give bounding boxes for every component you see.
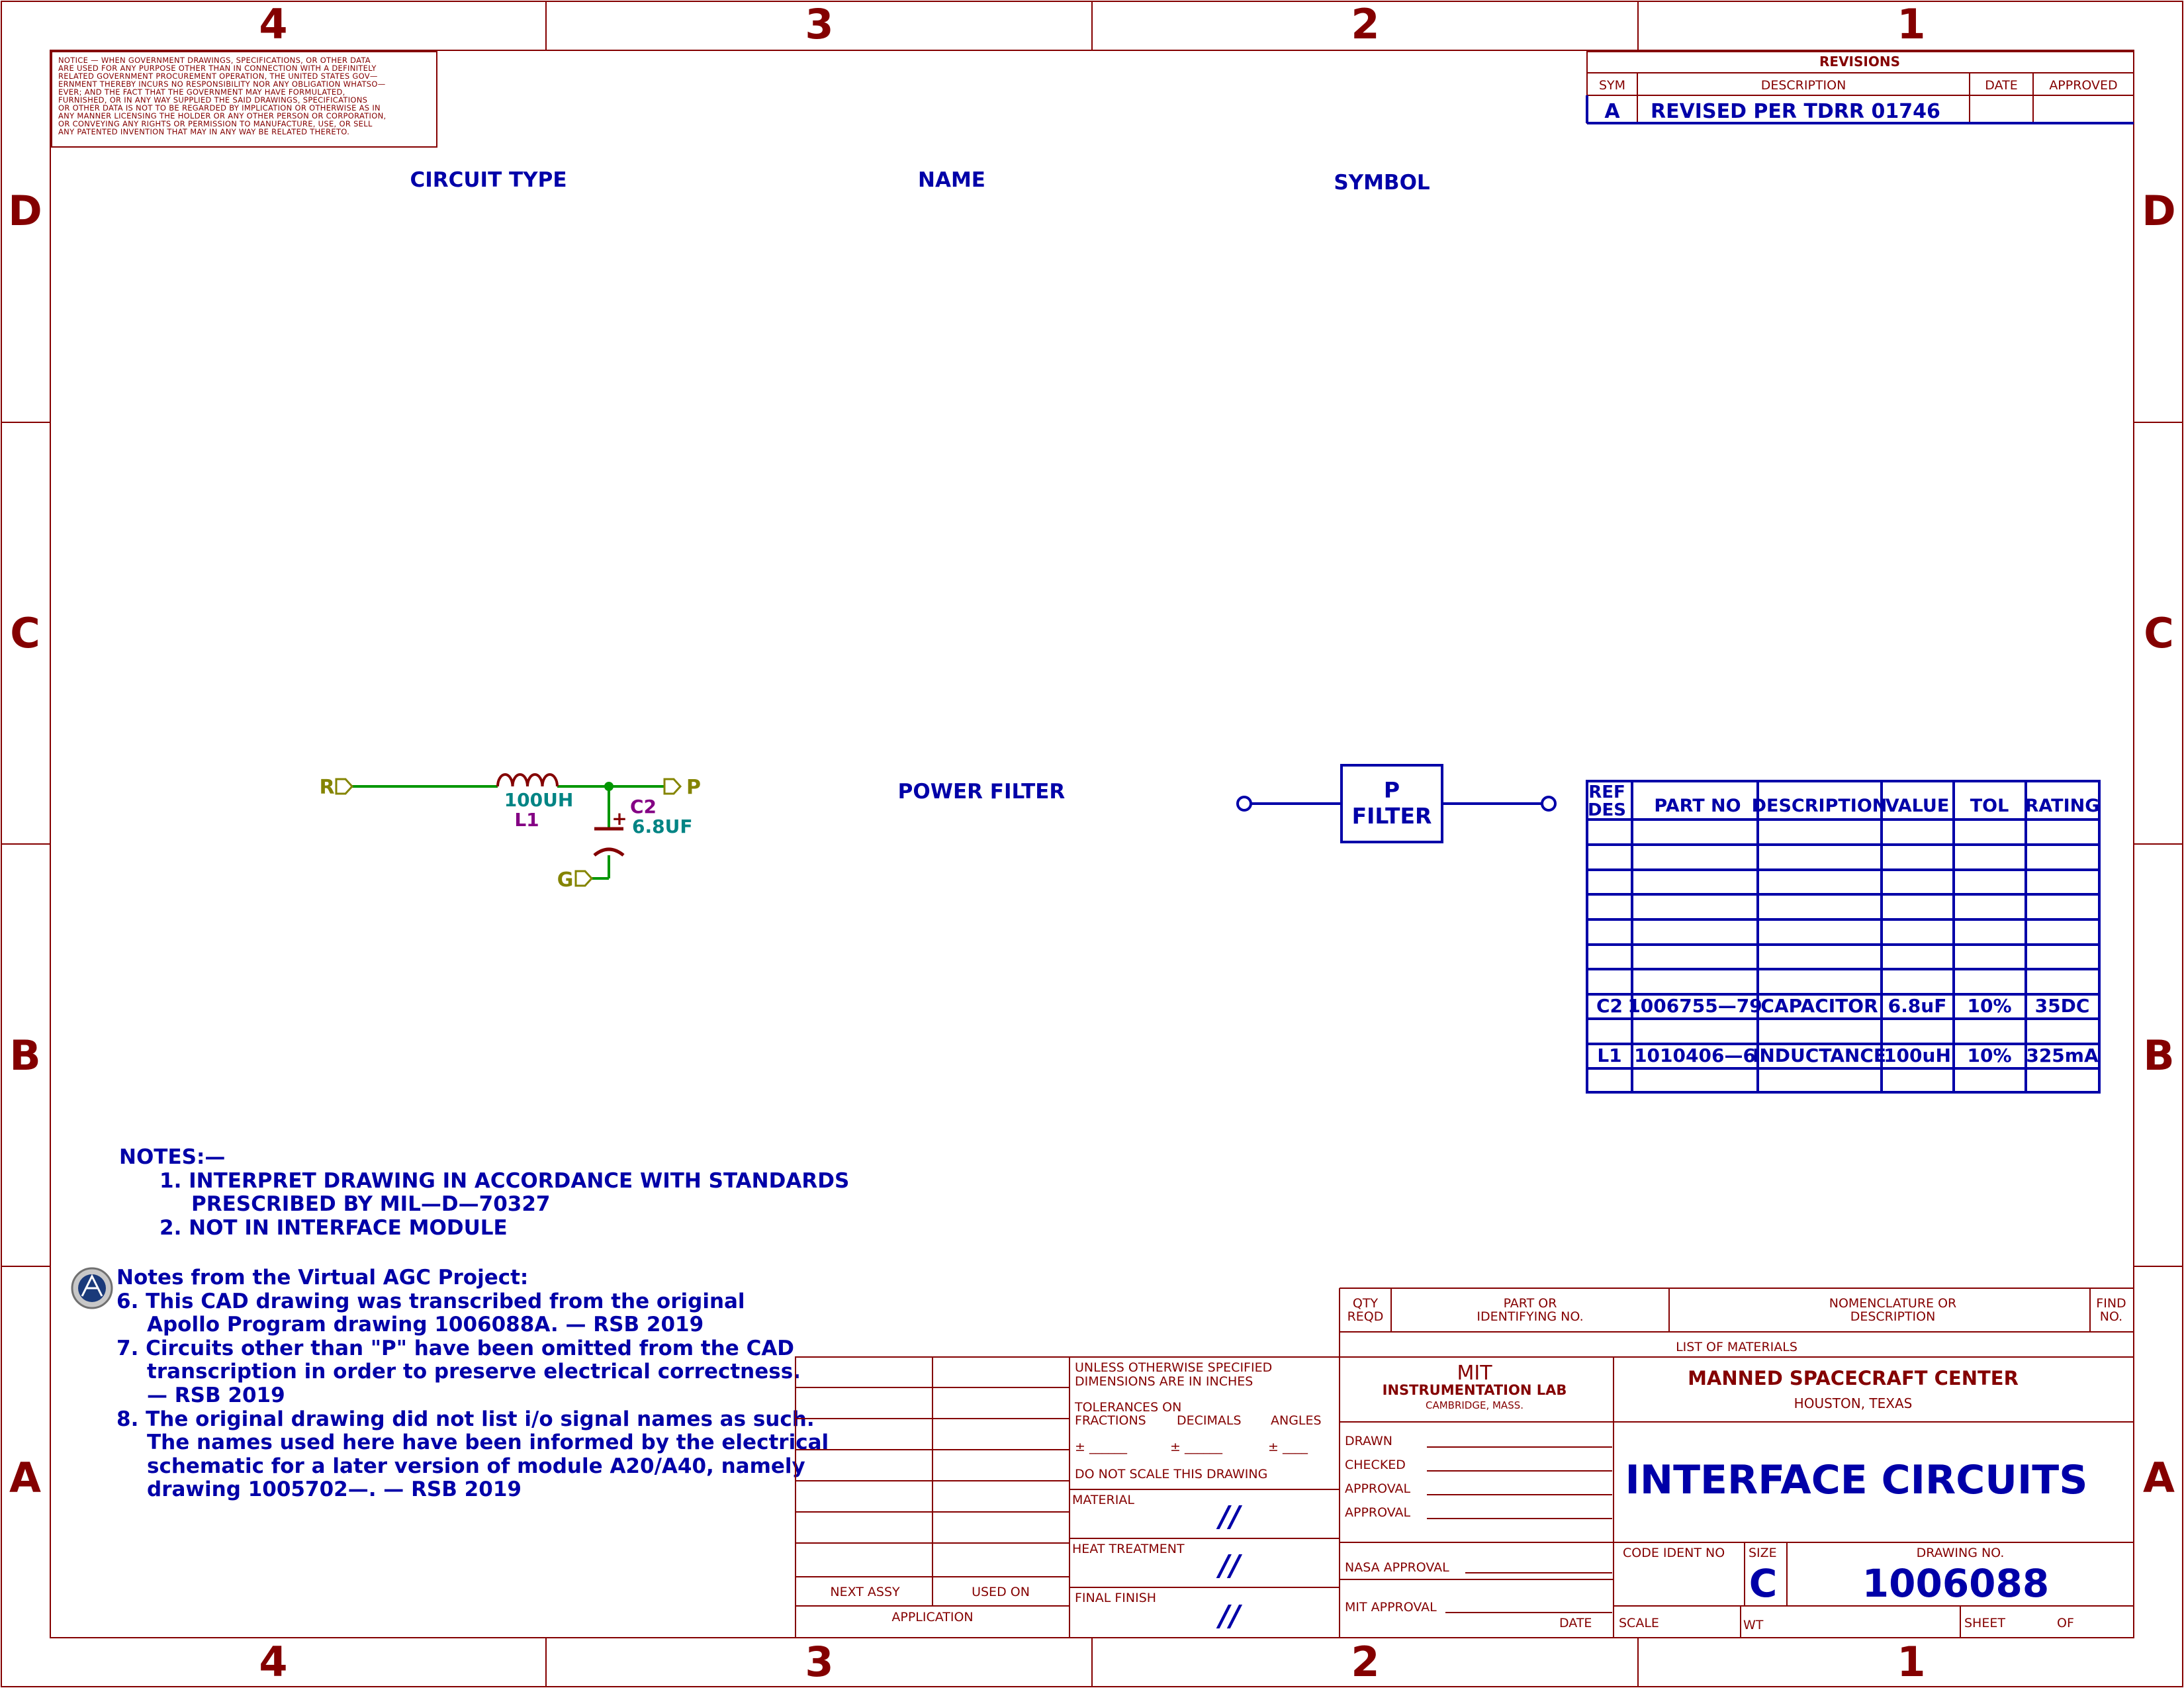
materials-header-find: FIND	[2096, 1296, 2126, 1311]
zone-column-4-bottom: 4	[259, 1638, 288, 1686]
parts-cell: 10%	[1967, 995, 2012, 1017]
final-finish-label: FINAL FINISH	[1075, 1591, 1157, 1605]
capacitor-c2-polarity: +	[612, 808, 627, 829]
zone-column-2-top: 2	[1351, 0, 1380, 48]
tolerance-angles-label: ANGLES	[1271, 1413, 1322, 1428]
size-value: C	[1749, 1561, 1778, 1606]
notes-title: NOTES:—	[119, 1145, 226, 1169]
block-symbol-line-1: P	[1383, 777, 1400, 803]
org-lab: INSTRUMENTATION LAB	[1382, 1382, 1567, 1398]
materials-footer: LIST OF MATERIALS	[1676, 1340, 1797, 1354]
materials-header-part: PART OR	[1503, 1296, 1557, 1311]
zone-row-b-left: B	[9, 1031, 41, 1080]
tolerance-note-line: DIMENSIONS ARE IN INCHES	[1075, 1374, 1253, 1389]
drawing-title: INTERFACE CIRCUITS	[1625, 1457, 2088, 1503]
capacitor-c2-ref: C2	[630, 796, 657, 818]
parts-cell: 1010406—6	[1634, 1045, 1756, 1066]
note-line: PRESCRIBED BY MIL—D—70327	[191, 1192, 551, 1216]
zone-row-d-right: D	[2142, 187, 2176, 235]
zone-row-b-right: B	[2143, 1031, 2175, 1080]
scale-label: SCALE	[1619, 1616, 1659, 1630]
zone-column-4-top: 4	[259, 0, 288, 48]
date-label: DATE	[1559, 1616, 1592, 1630]
notice-line: RELATED GOVERNMENT PROCUREMENT OPERATION, THE UNITED STATES GOV—	[58, 71, 378, 81]
code-ident-label: CODE IDENT NO	[1623, 1546, 1725, 1560]
zone-row-d-left: D	[8, 187, 42, 235]
heat-treatment-label: HEAT TREATMENT	[1072, 1542, 1185, 1556]
nasa-approval-label: NASA APPROVAL	[1345, 1560, 1449, 1575]
used-on-label: USED ON	[972, 1585, 1030, 1599]
notice-line: FURNISHED, OR IN ANY WAY SUPPLIED THE SAID DRAWINGS, SPECIFICATIONS	[58, 95, 368, 105]
block-symbol-line-2: FILTER	[1351, 803, 1432, 829]
weight-label: WT	[1743, 1618, 1764, 1632]
circuit-name: POWER FILTER	[897, 780, 1066, 804]
sheet-label: SHEET	[1964, 1616, 2005, 1630]
final-finish-entry: //	[1218, 1599, 1241, 1633]
parts-header-part-no: PART NO	[1654, 796, 1741, 816]
revisions-header-date: DATE	[1985, 78, 2018, 93]
agc-note-line: Apollo Program drawing 1006088A. — RSB 2019	[147, 1313, 704, 1336]
parts-cell: INDUCTANCE	[1752, 1045, 1887, 1066]
tolerance-decimals-blank: ± ______	[1170, 1440, 1222, 1454]
materials-header-no: NO.	[2099, 1309, 2123, 1324]
capacitor-c2-value: 6.8UF	[632, 816, 693, 837]
agc-note-line: The names used here have been informed by the electrical	[147, 1430, 829, 1454]
parts-cell: 35DC	[2034, 995, 2090, 1017]
notice-line: ANY MANNER LICENSING THE HOLDER OR ANY OTHER PERSON OR CORPORATION,	[58, 111, 387, 120]
agc-note-line: 8. The original drawing did not list i/o signal names as such.	[116, 1407, 815, 1431]
parts-header-description: DESCRIPTION	[1751, 796, 1888, 816]
parts-header-value: VALUE	[1885, 796, 1950, 816]
center-location: HOUSTON, TEXAS	[1794, 1395, 1913, 1411]
zone-column-1-top: 1	[1897, 0, 1926, 48]
agc-notes-title: Notes from the Virtual AGC Project:	[116, 1266, 529, 1289]
junction-dot	[604, 782, 614, 791]
org-location: CAMBRIDGE, MASS.	[1425, 1399, 1524, 1411]
parts-cell: 325mA	[2026, 1045, 2099, 1066]
parts-cell: CAPACITOR	[1760, 995, 1878, 1017]
circuit-type-heading: CIRCUIT TYPE	[410, 168, 567, 192]
tolerance-fractions-blank: ± ______	[1075, 1440, 1127, 1454]
agc-note-line: schematic for a later version of module A20/A40, namely	[147, 1454, 805, 1478]
zone-row-a-left: A	[9, 1454, 41, 1502]
notice-line: ANY PATENTED INVENTION THAT MAY IN ANY WAY BE RELATED THERETO.	[58, 127, 350, 136]
parts-cell: 6.8uF	[1888, 995, 1947, 1017]
agc-note-line: — RSB 2019	[147, 1383, 285, 1407]
zone-row-a-right: A	[2143, 1454, 2175, 1502]
next-assy-label: NEXT ASSY	[830, 1585, 900, 1599]
note-line: 2. NOT IN INTERFACE MODULE	[159, 1216, 508, 1240]
application-label: APPLICATION	[891, 1610, 974, 1624]
tolerance-note-line: UNLESS OTHERWISE SPECIFIED	[1075, 1360, 1273, 1375]
parts-cell: 1006755—79	[1627, 995, 1762, 1017]
parts-header-rating: RATING	[2025, 796, 2100, 816]
revisions-header-description: DESCRIPTION	[1760, 78, 1846, 93]
do-not-scale-note: DO NOT SCALE THIS DRAWING	[1075, 1467, 1268, 1481]
material-entry: //	[1218, 1500, 1241, 1534]
notice-line: NOTICE — WHEN GOVERNMENT DRAWINGS, SPECIFICATIONS, OR OTHER DATA	[58, 56, 371, 65]
zone-column-2-bottom: 2	[1351, 1638, 1380, 1686]
inductor-l1-value: 100UH	[504, 789, 574, 811]
material-label: MATERIAL	[1072, 1493, 1134, 1507]
parts-cell: C2	[1596, 995, 1623, 1017]
tolerance-decimals-label: DECIMALS	[1177, 1413, 1242, 1428]
name-heading: NAME	[918, 168, 985, 192]
zone-column-3-top: 3	[805, 0, 834, 48]
notice-line: ERNMENT THEREBY INCURS NO RESPONSIBILITY NOR ANY OBLIGATION WHATSO—	[58, 79, 386, 89]
heat-treatment-entry: //	[1218, 1549, 1241, 1583]
notice-line: EVER; AND THE FACT THAT THE GOVERNMENT MAY HAVE FORMULATED,	[58, 87, 345, 97]
materials-header-nomenclature: NOMENCLATURE OR	[1829, 1296, 1957, 1311]
tolerance-fractions-label: FRACTIONS	[1075, 1413, 1146, 1428]
notice-line: OR CONVEYING ANY RIGHTS OR PERMISSION TO MANUFACTURE, USE, OR SELL	[58, 119, 373, 128]
drawn-label: DRAWN	[1345, 1434, 1393, 1448]
port-g-label: G	[557, 868, 574, 892]
agc-note-line: 6. This CAD drawing was transcribed from the original	[116, 1289, 745, 1313]
center-name: MANNED SPACECRAFT CENTER	[1688, 1367, 2019, 1389]
parts-header-des: DES	[1587, 800, 1627, 820]
virtual-agc-logo-icon	[72, 1268, 112, 1308]
materials-header-reqd: REQD	[1347, 1309, 1384, 1324]
revisions-header-sym: SYM	[1598, 78, 1626, 93]
revision-description: REVISED PER TDRR 01746	[1651, 100, 1940, 123]
revision-sym: A	[1604, 100, 1620, 123]
symbol-heading: SYMBOL	[1334, 171, 1430, 195]
agc-note-line: drawing 1005702—. — RSB 2019	[147, 1477, 522, 1501]
inductor-l1-ref: L1	[514, 809, 539, 831]
notice-line: ARE USED FOR ANY PURPOSE OTHER THAN IN CONNECTION WITH A DEFINITELY	[58, 64, 377, 73]
parts-header-ref: REF	[1588, 782, 1625, 802]
org-name: MIT	[1457, 1362, 1492, 1385]
tolerance-note-line: TOLERANCES ON	[1075, 1400, 1182, 1415]
mit-approval-label: MIT APPROVAL	[1345, 1600, 1437, 1615]
note-line: 1. INTERPRET DRAWING IN ACCORDANCE WITH STANDARDS	[159, 1169, 850, 1193]
zone-column-1-bottom: 1	[1897, 1638, 1926, 1686]
materials-header-description: DESCRIPTION	[1850, 1309, 1936, 1324]
materials-header-identifying: IDENTIFYING NO.	[1477, 1309, 1584, 1324]
notice-line: OR OTHER DATA IS NOT TO BE REGARDED BY IMPLICATION OR OTHERWISE AS IN	[58, 103, 381, 113]
approval-label: APPROVAL	[1345, 1481, 1411, 1496]
revisions-header-approved: APPROVED	[2049, 78, 2118, 93]
drawing-no-label: DRAWING NO.	[1916, 1546, 2005, 1560]
agc-note-line: 7. Circuits other than "P" have been omitted from the CAD	[116, 1336, 795, 1360]
zone-row-c-right: C	[2144, 609, 2174, 657]
parts-header-tol: TOL	[1970, 796, 2009, 816]
tolerance-angles-blank: ± ____	[1268, 1440, 1308, 1454]
checked-label: CHECKED	[1345, 1458, 1406, 1472]
approval-label: APPROVAL	[1345, 1505, 1411, 1520]
port-r-label: R	[319, 776, 335, 799]
revisions-title: REVISIONS	[1819, 54, 1900, 70]
zone-column-3-bottom: 3	[805, 1638, 834, 1686]
parts-cell: 10%	[1967, 1045, 2012, 1066]
parts-cell: 100uH	[1884, 1045, 1951, 1066]
materials-header-qty: QTY	[1352, 1296, 1379, 1311]
parts-cell: L1	[1597, 1045, 1622, 1066]
size-label: SIZE	[1749, 1546, 1777, 1560]
of-label: OF	[2057, 1616, 2074, 1630]
zone-row-c-left: C	[10, 609, 40, 657]
drawing-number: 1006088	[1862, 1561, 2050, 1606]
agc-note-line: transcription in order to preserve electrical correctness.	[147, 1360, 801, 1383]
port-p-label: P	[686, 776, 701, 799]
